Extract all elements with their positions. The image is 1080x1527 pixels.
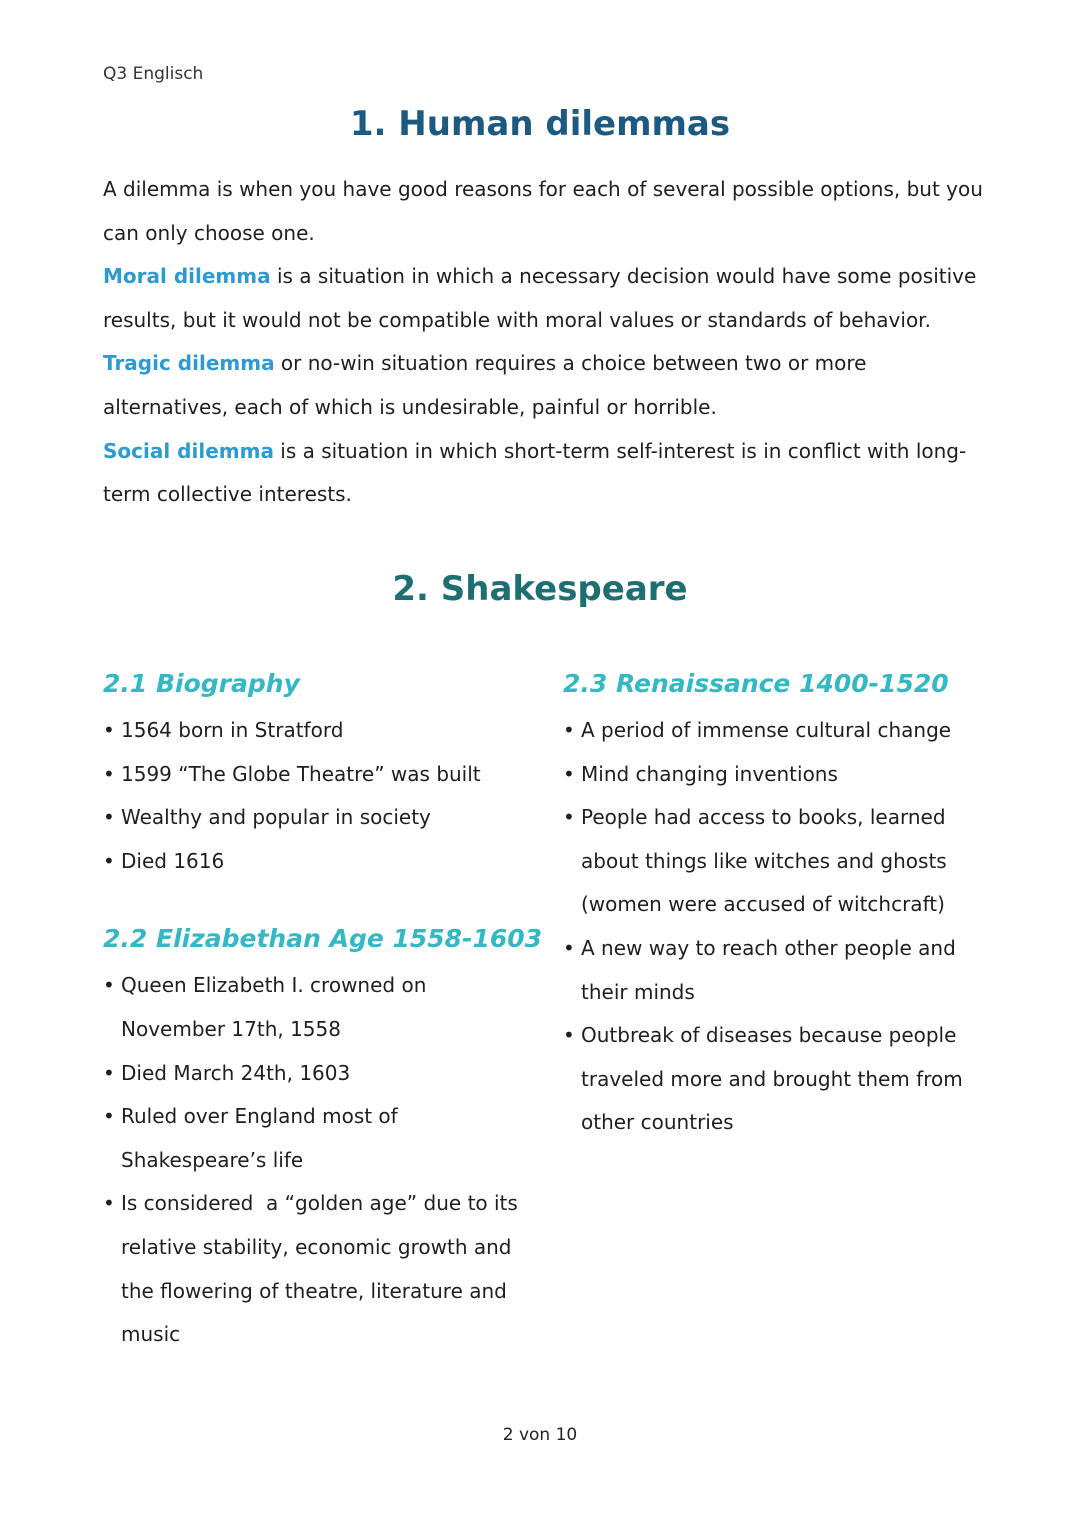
list-item: • 1599 “The Globe Theatre” was built: [103, 753, 543, 797]
definition-moral-text: is a situation in which a necessary decision would have some positive results, but it would not be compatible with moral values or standards of behavior.: [103, 264, 977, 332]
section-title-shakespeare: 2. Shakespeare: [392, 569, 688, 609]
heading-renaissance: 2.3 Renaissance 1400-1520: [563, 669, 949, 698]
bullet-icon: •: [103, 1191, 115, 1216]
left-column: [103, 665, 543, 1357]
elizabethan-list: [103, 964, 523, 1356]
bullet-icon: •: [103, 848, 115, 873]
bullet-icon: •: [563, 935, 575, 960]
definition-moral: [103, 255, 983, 342]
definition-tragic-text: or no-win situation requires a choice between two or more alternatives, each of which is undesirable, painful or horrible.: [103, 351, 867, 419]
bullet-icon: •: [563, 761, 575, 786]
right-column: [563, 665, 983, 1145]
dilemma-intro: A dilemma is when you have good reasons for each of several possible options, but you can only choose one.: [103, 177, 983, 245]
term-tragic-dilemma: Tragic dilemma: [103, 351, 275, 376]
bullet-icon: •: [103, 1060, 115, 1085]
list-item: • Ruled over England most of Shakespeare’s life: [103, 1095, 523, 1182]
list-item: • Is considered a “golden age” due to its relative stability, economic growth and the flowering of theatre, literature and music: [103, 1182, 523, 1356]
renaissance-list: [563, 709, 983, 1145]
bullet-icon: •: [103, 761, 115, 786]
page-number: 2 von 10: [502, 1425, 578, 1445]
list-item: • Queen Elizabeth I. crowned on November 17th, 1558: [103, 964, 523, 1051]
term-moral-dilemma: Moral dilemma: [103, 264, 271, 289]
bullet-icon: •: [103, 973, 115, 998]
heading-biography: 2.1 Biography: [103, 669, 300, 698]
definition-tragic: [103, 342, 983, 429]
list-item: • Mind changing inventions: [563, 753, 983, 797]
list-item: • A new way to reach other people and their minds: [563, 927, 983, 1014]
list-item: • A period of immense cultural change: [563, 709, 983, 753]
list-item: • Wealthy and popular in society: [103, 796, 543, 840]
list-item: • People had access to books, learned about things like witches and ghosts (women were accused of witchcraft): [563, 796, 983, 927]
bullet-icon: •: [103, 1104, 115, 1129]
list-item: • Died March 24th, 1603: [103, 1052, 523, 1096]
biography-list: [103, 709, 543, 883]
list-item: • 1564 born in Stratford: [103, 709, 543, 753]
section-title-human-dilemmas: 1. Human dilemmas: [349, 104, 731, 144]
heading-elizabethan-age: 2.2 Elizabethan Age 1558-1603: [103, 924, 543, 954]
bullet-icon: •: [563, 805, 575, 830]
list-item: • Outbreak of diseases because people traveled more and brought them from other countries: [563, 1014, 983, 1145]
definition-social-text: is a situation in which short-term self-interest is in conflict with long-term collective interests.: [103, 438, 967, 507]
list-item: • Died 1616: [103, 840, 543, 884]
bullet-icon: •: [563, 1023, 575, 1048]
dilemma-definitions: [103, 168, 983, 517]
bullet-icon: •: [103, 805, 115, 830]
definition-social: [103, 430, 983, 517]
bullet-icon: •: [103, 718, 115, 742]
course-label: Q3 Englisch: [103, 64, 204, 84]
bullet-icon: •: [563, 718, 575, 742]
term-social-dilemma: Social dilemma: [103, 438, 274, 463]
